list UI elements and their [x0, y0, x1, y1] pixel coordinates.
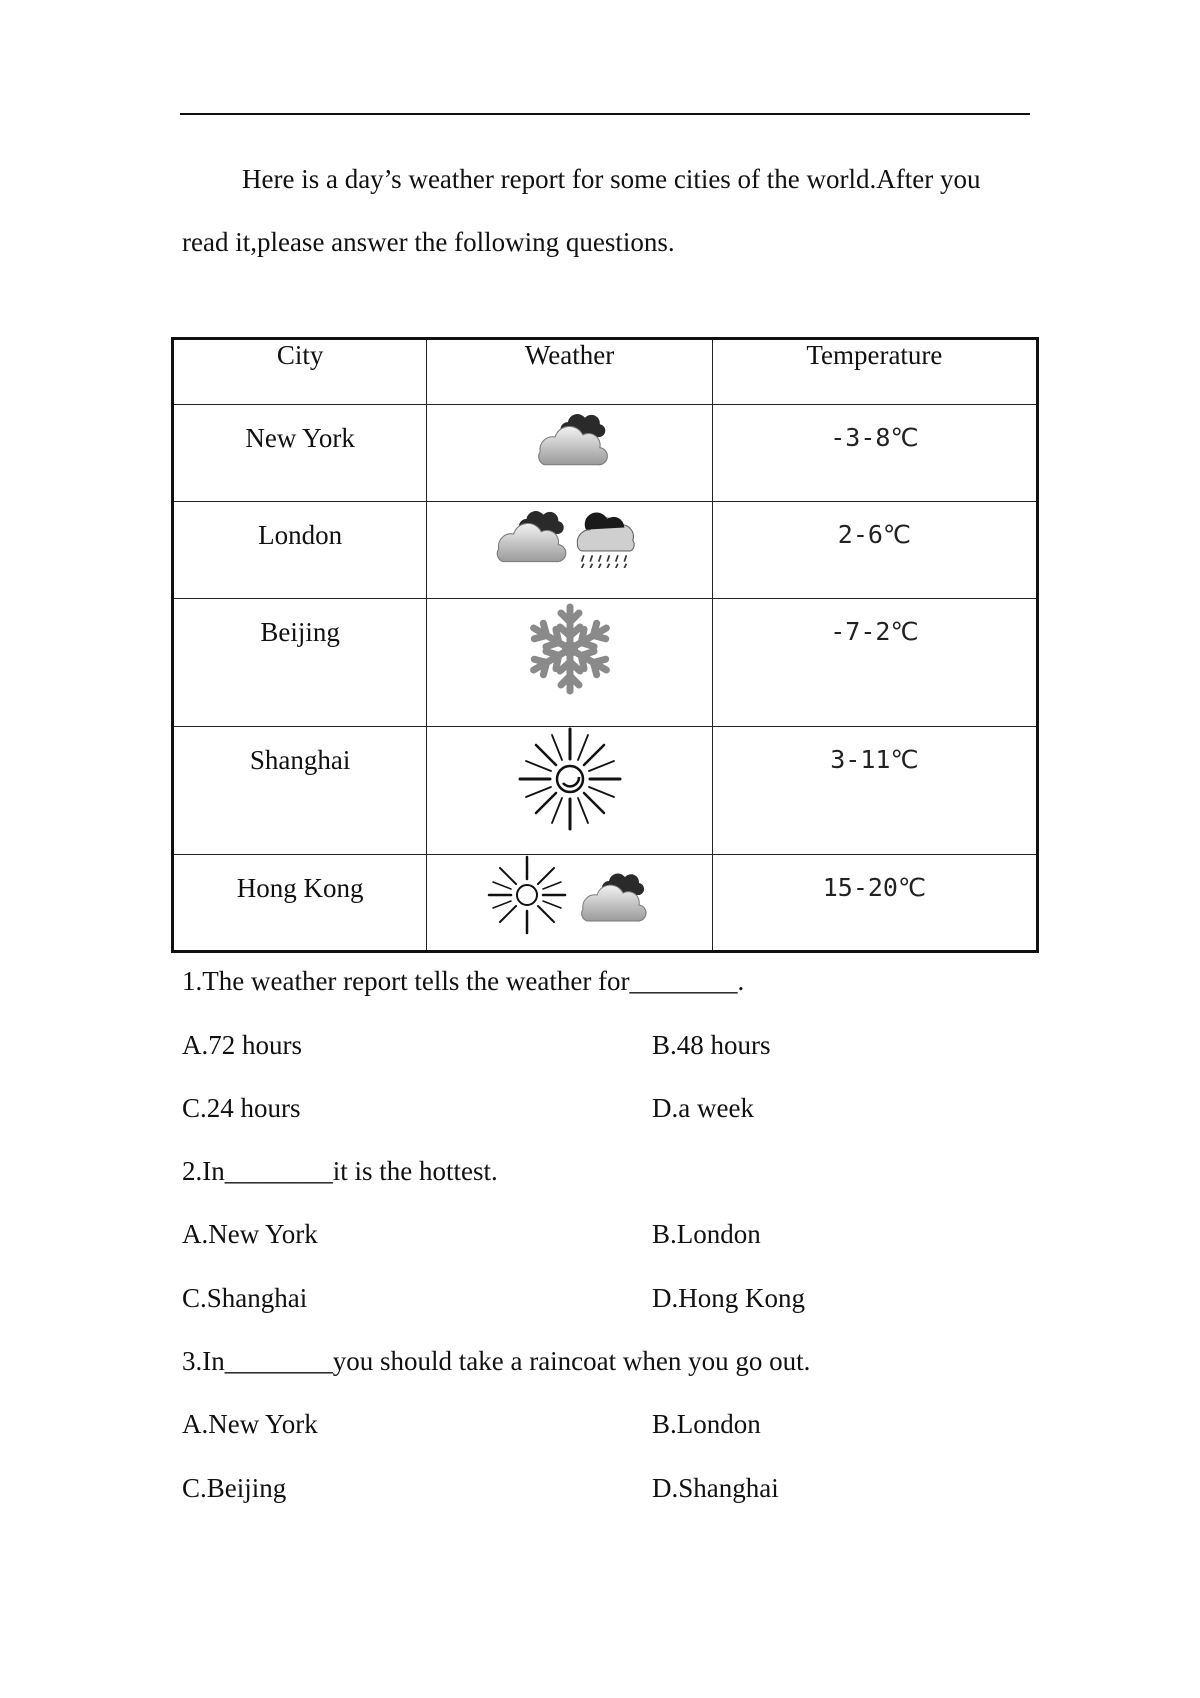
- question-1: 1.The weather report tells the weather for________.: [182, 966, 745, 996]
- q3-option-b: B.London: [652, 1409, 761, 1439]
- q1-option-d: D.a week: [652, 1093, 754, 1123]
- q3-option-c: C.Beijing: [182, 1473, 287, 1503]
- city-cell: [173, 855, 427, 952]
- temperature-cell: [712, 855, 1037, 952]
- city-cell: [173, 502, 427, 599]
- q1-option-b: B.48 hours: [652, 1030, 771, 1060]
- q3-option-a: A.New York: [182, 1409, 318, 1439]
- temperature-value: -7-2℃: [830, 617, 919, 646]
- city-name: New York: [245, 423, 355, 453]
- question-3: 3.In________you should take a raincoat when you go out.: [182, 1346, 811, 1376]
- temperature-cell: [712, 727, 1037, 855]
- temperature-value: 2-6℃: [837, 520, 912, 549]
- city-name: Hong Kong: [236, 873, 364, 903]
- table-row: [173, 405, 1038, 502]
- temperature-value: 3-11℃: [830, 745, 919, 774]
- temperature-value: -3-8℃: [830, 423, 919, 452]
- q2-option-c: C.Shanghai: [182, 1283, 308, 1313]
- weather-table: [171, 337, 1039, 953]
- weather-cell: [427, 727, 712, 855]
- city-name: Beijing: [260, 617, 340, 647]
- temperature-cell: [712, 405, 1037, 502]
- temperature-cell: [712, 599, 1037, 727]
- weather-cell: [427, 599, 712, 727]
- q3-option-d: D.Shanghai: [652, 1473, 779, 1503]
- weather-cell: [427, 405, 712, 502]
- sun-icon: [518, 727, 622, 831]
- q2-option-a: A.New York: [182, 1219, 318, 1249]
- table-row: [173, 855, 1038, 952]
- weather-cell: [427, 855, 712, 952]
- question-2: 2.In________it is the hottest.: [182, 1156, 498, 1186]
- city-cell: [173, 727, 427, 855]
- snowflake-icon: [520, 599, 620, 699]
- temperature-cell: [712, 502, 1037, 599]
- header-city: City: [173, 339, 427, 405]
- city-cell: [173, 599, 427, 727]
- table-row: [173, 502, 1038, 599]
- cloudy-and-rainy-icon: [490, 502, 650, 568]
- temperature-value: 15-20℃: [822, 873, 927, 902]
- intro-paragraph: Here is a day’s weather report for some cities of the world.After you read it,please answer the following questions.: [182, 164, 981, 257]
- header-temperature: Temperature: [712, 339, 1037, 405]
- sun-and-cloud-icon: [487, 855, 653, 935]
- city-cell: [173, 405, 427, 502]
- weather-cell: [427, 502, 712, 599]
- table-row: [173, 599, 1038, 727]
- q2-option-b: B.London: [652, 1219, 761, 1249]
- q1-option-c: C.24 hours: [182, 1093, 301, 1123]
- table-row: [173, 727, 1038, 855]
- cloudy-icon: [530, 405, 610, 469]
- q1-option-a: A.72 hours: [182, 1030, 302, 1060]
- table-header-row: [173, 339, 1038, 405]
- top-rule: [180, 113, 1030, 115]
- city-name: Shanghai: [249, 745, 351, 775]
- q2-option-d: D.Hong Kong: [652, 1283, 805, 1313]
- city-name: London: [258, 520, 343, 550]
- header-weather: Weather: [427, 339, 712, 405]
